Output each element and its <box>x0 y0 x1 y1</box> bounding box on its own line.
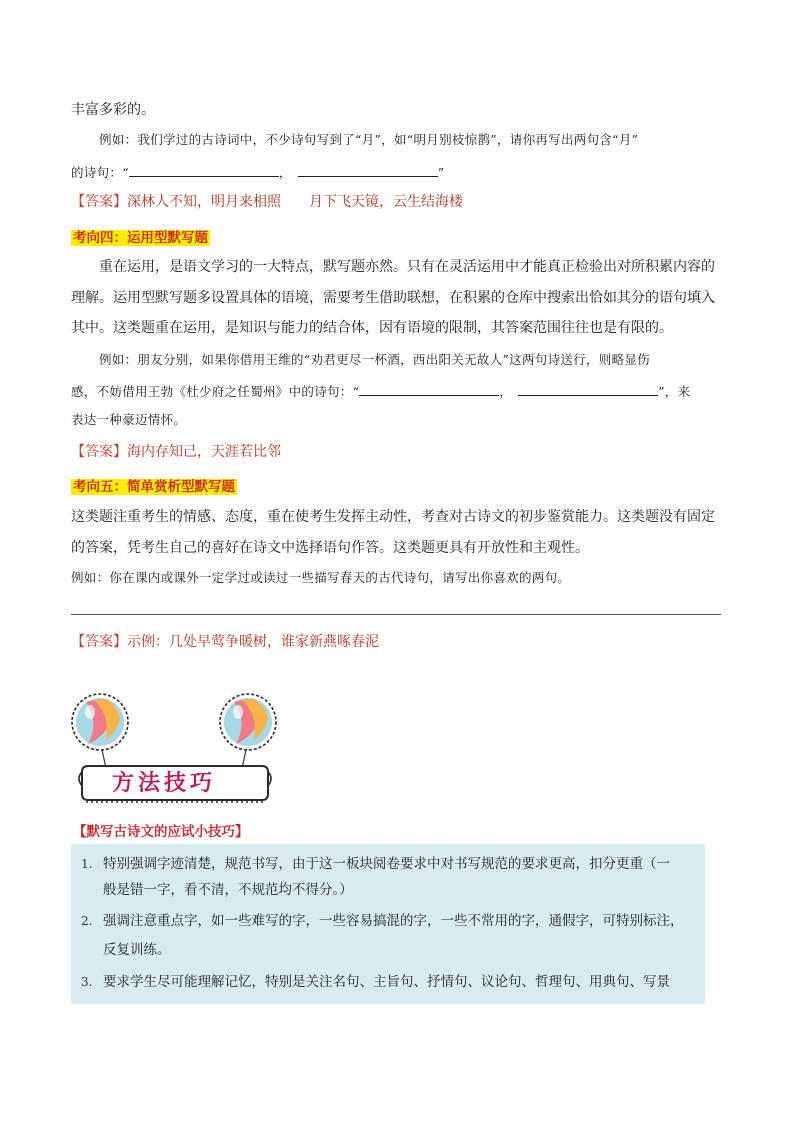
answer-blank[interactable] <box>518 381 658 396</box>
answer-line <box>71 614 721 615</box>
tip-number: 2. <box>81 914 93 928</box>
tip-3-line1: 要求学生尽可能理解记忆，特别是关注名句、主旨句、抒情句、议论句、哲理句、用典句、写景 <box>103 974 670 990</box>
intro-text-tail: 丰富多彩的。 <box>71 102 155 118</box>
answer-tag: 【答案】 <box>71 444 127 460</box>
balloon-left-icon <box>72 694 128 750</box>
answer-blank[interactable] <box>298 162 438 177</box>
section4-heading-wrap <box>71 226 210 246</box>
answer-text: 示例：几处早莺争暖树，谁家新燕啄春泥 <box>127 634 379 650</box>
tips-title: 【默写古诗文的应试小技巧】 <box>73 824 249 840</box>
section4-para-line3: 其中。这类题重在运用，是知识与能力的结合体，因有语境的限制，其答案范围往往也是有限的。 <box>71 320 673 336</box>
tip-1-line2: 般是错一字，看不清，不规范均不得分。） <box>103 882 353 898</box>
section4-para-line2: 理解。运用型默写题多设置具体的语境，需要考生借助联想，在积累的仓库中搜索出恰如其分的语句填入 <box>71 290 715 306</box>
answer-blank[interactable] <box>359 381 499 396</box>
section4-example-line3: 表达一种豪迈情怀。 <box>71 412 187 427</box>
answer-tag: 【答案】 <box>71 194 127 210</box>
section4-example-sep: ， <box>499 384 513 399</box>
answer-3 <box>71 632 379 653</box>
tip-2-line1: 强调注意重点字，如一些难写的字，一些容易搞混的字，一些不常用的字，通假字，可特别标注， <box>103 913 684 929</box>
section4-para-line1: 重在运用，是语文学习的一大特点，默写题亦然。只有在灵活运用中才能真正检验出对所积累内容的 <box>99 259 715 275</box>
tip-2-line2: 反复训练。 <box>103 942 171 958</box>
section4-example-line1: 例如：朋友分别，如果你借用王维的“劝君更尽一杯酒，西出阳关无故人”这两句诗送行，则略显伤 <box>99 352 650 367</box>
tip-number: 1. <box>81 857 93 871</box>
section4-example-line2 <box>71 381 690 402</box>
answer-tag: 【答案】 <box>71 634 127 650</box>
section5-heading-wrap <box>71 475 237 495</box>
answer-text: 海内存知己，天涯若比邻 <box>127 444 281 460</box>
balloon-right-icon <box>220 694 276 750</box>
banner-label: 方法技巧 <box>112 770 217 796</box>
section5-para-line2: 的答案，凭考生自己的喜好在诗文中选择语句作答。这类题更具有开放性和主观性。 <box>71 540 589 556</box>
tip-number: 3. <box>81 975 93 989</box>
section5-example: 例如：你在课内或课外一定学过或读过一些描写春天的古代诗句，请写出你喜欢的两句。 <box>71 570 571 585</box>
section4-heading: 考向四：运用型默写题 <box>73 230 208 246</box>
method-tips-banner <box>66 690 278 806</box>
section4-example-prefix: 感，不妨借用王勃《杜少府之任蜀州》中的诗句：“ <box>71 384 360 399</box>
example1-line1: 例如：我们学过的古诗词中，不少诗句写到了“月”，如“明月别枝惊鹊”，请你再写出两句含“月” <box>99 132 639 147</box>
answer-1 <box>71 192 463 213</box>
example1-sep: ， <box>278 165 292 180</box>
answer-text: 深林人不知，明月来相照 月下飞天镜，云生结海楼 <box>127 194 463 210</box>
answer-2 <box>71 442 281 463</box>
tip-1-line1: 特别强调字迹清楚，规范书写，由于这一板块阅卷要求中对书写规范的要求更高，扣分更重（一 <box>103 856 670 872</box>
example1-prefix: 的诗句：“ <box>71 165 129 180</box>
section4-example-suffix: ”，来 <box>658 384 691 399</box>
section5-para-line1: 这类题注重考生的情感、态度，重在使考生发挥主动性，考查对古诗文的初步鉴赏能力。这类题没有固定 <box>71 509 715 525</box>
answer-blank[interactable] <box>129 162 279 177</box>
section5-heading: 考向五：简单赏析型默写题 <box>73 479 235 495</box>
example1-suffix: ” <box>437 165 445 180</box>
example1-line2 <box>71 162 444 183</box>
tips-box <box>71 844 705 1004</box>
